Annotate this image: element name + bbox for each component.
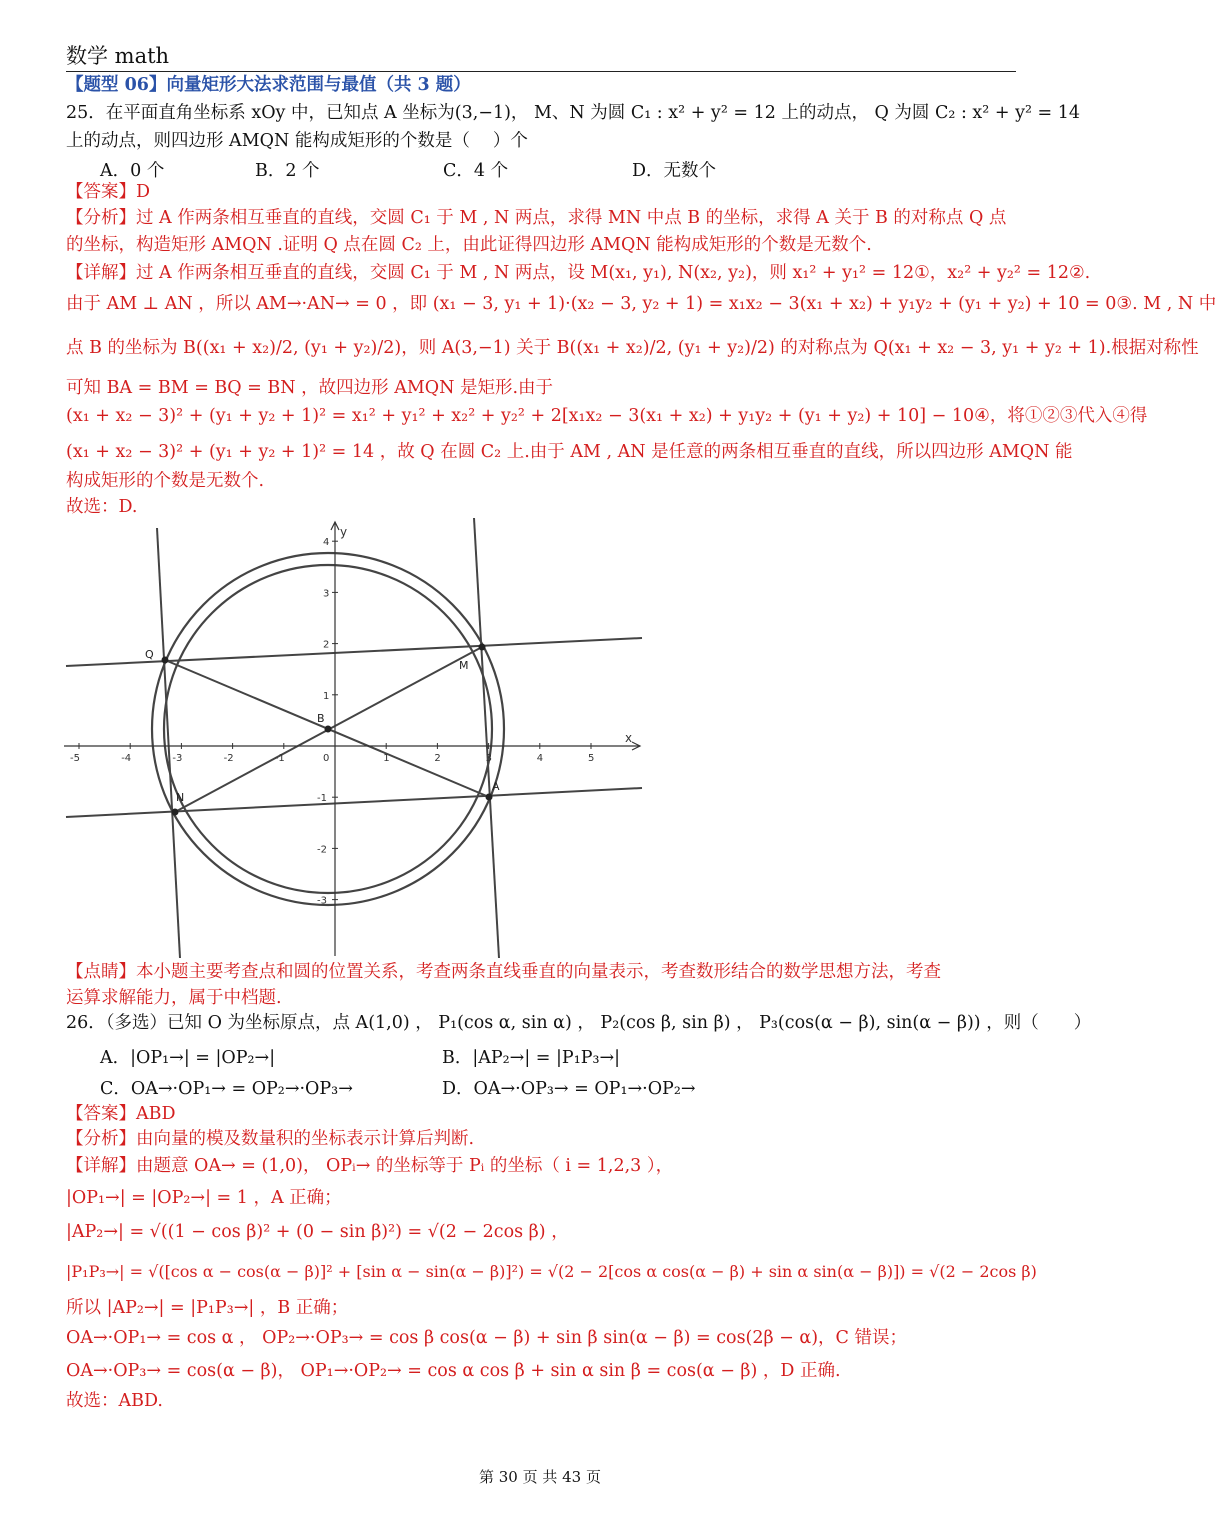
q25-option-c: C．4 个 xyxy=(443,161,509,181)
y-tick-label: -3 xyxy=(317,895,327,907)
q26-detail-line-6: OA→·OP₁→ = cos α ， OP₂→·OP₃→ = cos β cos(α − β) + sin β sin(α − β) = cos(2β − α)，C 错误； xyxy=(66,1328,908,1348)
page-header-subject: 数学 math xyxy=(66,44,170,68)
point-q xyxy=(162,657,169,664)
q26-option-a: A．|OP₁→| = |OP₂→| xyxy=(100,1048,276,1068)
q26-option-c: C．OA→·OP₁→ = OP₂→·OP₃→ xyxy=(100,1079,353,1099)
q25-detail-line-4: 可知 BA = BM = BQ = BN ，故四边形 AMQN 是矩形.由于 xyxy=(66,378,554,398)
x-tick-label: 5 xyxy=(588,753,595,764)
q26-stem: 26．（多选）已知 O 为坐标原点，点 A(1,0) ， P₁(cos α, sin α) ， P₂(cos β, sin β) ， P₃(cos(α − β), sin(α − β)) ，则（ ） xyxy=(66,1013,1092,1033)
x-tick-label: 2 xyxy=(434,753,441,764)
point-a-label: A xyxy=(492,780,500,793)
line-qn xyxy=(157,528,183,958)
point-q-label: Q xyxy=(145,648,154,661)
q25-option-b: B．2 个 xyxy=(255,161,320,181)
point-m-label: M xyxy=(459,659,469,672)
point-m xyxy=(479,644,486,651)
q25-analysis-line-2: 的坐标，构造矩形 AMQN .证明 Q 点在圆 C₂ 上，由此证得四边形 AMQN 能构成矩形的个数是无数个. xyxy=(66,235,872,255)
q26-detail-line-3: |AP₂→| = √((1 − cos β)² + (0 − sin β)²) = √(2 − 2cos β) ， xyxy=(66,1222,569,1242)
x-tick-label: -3 xyxy=(172,753,183,764)
q25-analysis-line-1: 【分析】过 A 作两条相互垂直的直线，交圆 C₁ 于 M , N 两点，求得 MN 中点 B 的坐标，求得 A 关于 B 的对称点 Q 点 xyxy=(66,208,1007,228)
point-n xyxy=(172,809,179,816)
q26-option-b: B．|AP₂→| = |P₁P₃→| xyxy=(442,1048,621,1068)
q25-detail-line-1: 【详解】过 A 作两条相互垂直的直线，交圆 C₁ 于 M , N 两点，设 M(x₁, y₁), N(x₂, y₂)，则 x₁² + y₁² = 12①，x₂² + y₂² = 12②. xyxy=(66,263,1091,283)
q25-option-a: A．0 个 xyxy=(100,161,165,181)
y-axis-label: y xyxy=(340,525,348,539)
y-tick-label: 1 xyxy=(323,690,330,702)
q25-detail-line-7: 构成矩形的个数是无数个. xyxy=(66,471,265,491)
page-number-footer: 第 30 页 共 43 页 xyxy=(478,1468,601,1486)
q26-analysis: 【分析】由向量的模及数量积的坐标表示计算后判断. xyxy=(66,1129,475,1149)
q26-detail-line-7: OA→·OP₃→ = cos(α − β)， OP₁→·OP₂→ = cos α cos β + sin α sin β = cos(α − β) ，D 正确. xyxy=(66,1361,841,1381)
q26-option-d: D．OA→·OP₃→ = OP₁→·OP₂→ xyxy=(442,1079,696,1099)
q25-detail-line-3: 点 B 的坐标为 B((x₁ + x₂)/2, (y₁ + y₂)/2)，则 A(3,−1) 关于 B((x₁ + x₂)/2, (y₁ + y₂)/2) 的对称点为 Q(x₁ + x₂ − 3, y₁ + y₂ + 1).根据对称性 xyxy=(66,338,1199,358)
q26-detail-line-5: 所以 |AP₂→| = |P₁P₃→| ，B 正确； xyxy=(66,1298,349,1318)
q25-comment-line-1: 【点睛】本小题主要考查点和圆的位置关系，考查两条直线垂直的向量表示，考查数形结合的数学思想方法，考查 xyxy=(66,962,941,982)
point-b xyxy=(325,726,332,733)
q26-detail-line-4: |P₁P₃→| = √([cos α − cos(α − β)]² + [sin α − sin(α − β)]²) = √(2 − 2[cos α cos(α − β) + sin α sin(α − β)]) = √(2 − 2cos β) xyxy=(66,1262,1037,1281)
x-tick-label: 1 xyxy=(383,753,390,764)
q25-coordinate-diagram xyxy=(60,518,645,960)
point-b-label: B xyxy=(317,712,325,725)
q25-stem-line-1: 25．在平面直角坐标系 xOy 中，已知点 A 坐标为(3,−1)， M、N 为圆 C₁ : x² + y² = 12 上的动点， Q 为圆 C₂ : x² + y² = 14 xyxy=(66,103,1081,123)
q25-stem-line-2: 上的动点，则四边形 AMQN 能构成矩形的个数是（ ）个 xyxy=(66,131,528,151)
point-n-label: N xyxy=(176,791,185,804)
q25-detail-line-5: (x₁ + x₂ − 3)² + (y₁ + y₂ + 1)² = x₁² + y₁² + x₂² + y₂² + 2[x₁x₂ − 3(x₁ + x₂) + y₁y₂ + (y₁ + y₂) + 10] − 10④，将①②③代入④得 xyxy=(66,406,1148,426)
q25-detail-line-2: 由于 AM ⊥ AN ，所以 AM→·AN→ = 0 ，即 (x₁ − 3, y₁ + 1)·(x₂ − 3, y₂ + 1) = x₁x₂ − 3(x₁ + x₂) + y₁y₂ + (y₁ + y₂) + 10 = 0③. M , N 中 xyxy=(66,294,1216,314)
x-tick-label: 4 xyxy=(536,753,544,764)
q25-option-d: D．无数个 xyxy=(632,161,717,181)
y-tick-label: 2 xyxy=(323,639,330,651)
y-tick-label: 4 xyxy=(323,537,330,549)
x-tick-label: -2 xyxy=(223,753,234,764)
x-tick-label: -5 xyxy=(70,753,80,764)
q25-detail-line-6: (x₁ + x₂ − 3)² + (y₁ + y₂ + 1)² = 14 ，故 Q 在圆 C₂ 上.由于 AM , AN 是任意的两条相互垂直的直线，所以四边形 AMQN 能 xyxy=(66,442,1073,462)
q25-comment-line-2: 运算求解能力，属于中档题. xyxy=(66,988,282,1008)
q26-answer: 【答案】ABD xyxy=(66,1104,176,1124)
point-a xyxy=(486,794,493,801)
q25-choice: 故选：D. xyxy=(66,497,138,517)
x-tick-label: 3 xyxy=(485,753,492,764)
line-na xyxy=(66,788,642,817)
origin-label: 0 xyxy=(323,753,330,764)
x-tick-label: -4 xyxy=(121,753,132,764)
y-tick-label: 3 xyxy=(323,588,330,600)
line-ma xyxy=(474,518,499,958)
section-title: 【题型 06】向量矩形大法求范围与最值（共 3 题） xyxy=(66,75,471,95)
x-axis-label: x xyxy=(625,731,633,745)
header-rule xyxy=(66,71,1016,72)
q26-detail-line-1: 【详解】由题意 OA→ = (1,0)， OPᵢ→ 的坐标等于 Pᵢ 的坐标（ i = 1,2,3 ）， xyxy=(66,1156,674,1176)
q25-answer: 【答案】D xyxy=(66,182,151,202)
x-tick-label: -1 xyxy=(274,753,285,764)
y-tick-label: -2 xyxy=(317,844,327,856)
q26-detail-line-2: |OP₁→| = |OP₂→| = 1 ，A 正确； xyxy=(66,1188,342,1208)
y-tick-label: -1 xyxy=(317,793,327,805)
q26-choice: 故选：ABD. xyxy=(66,1391,163,1411)
